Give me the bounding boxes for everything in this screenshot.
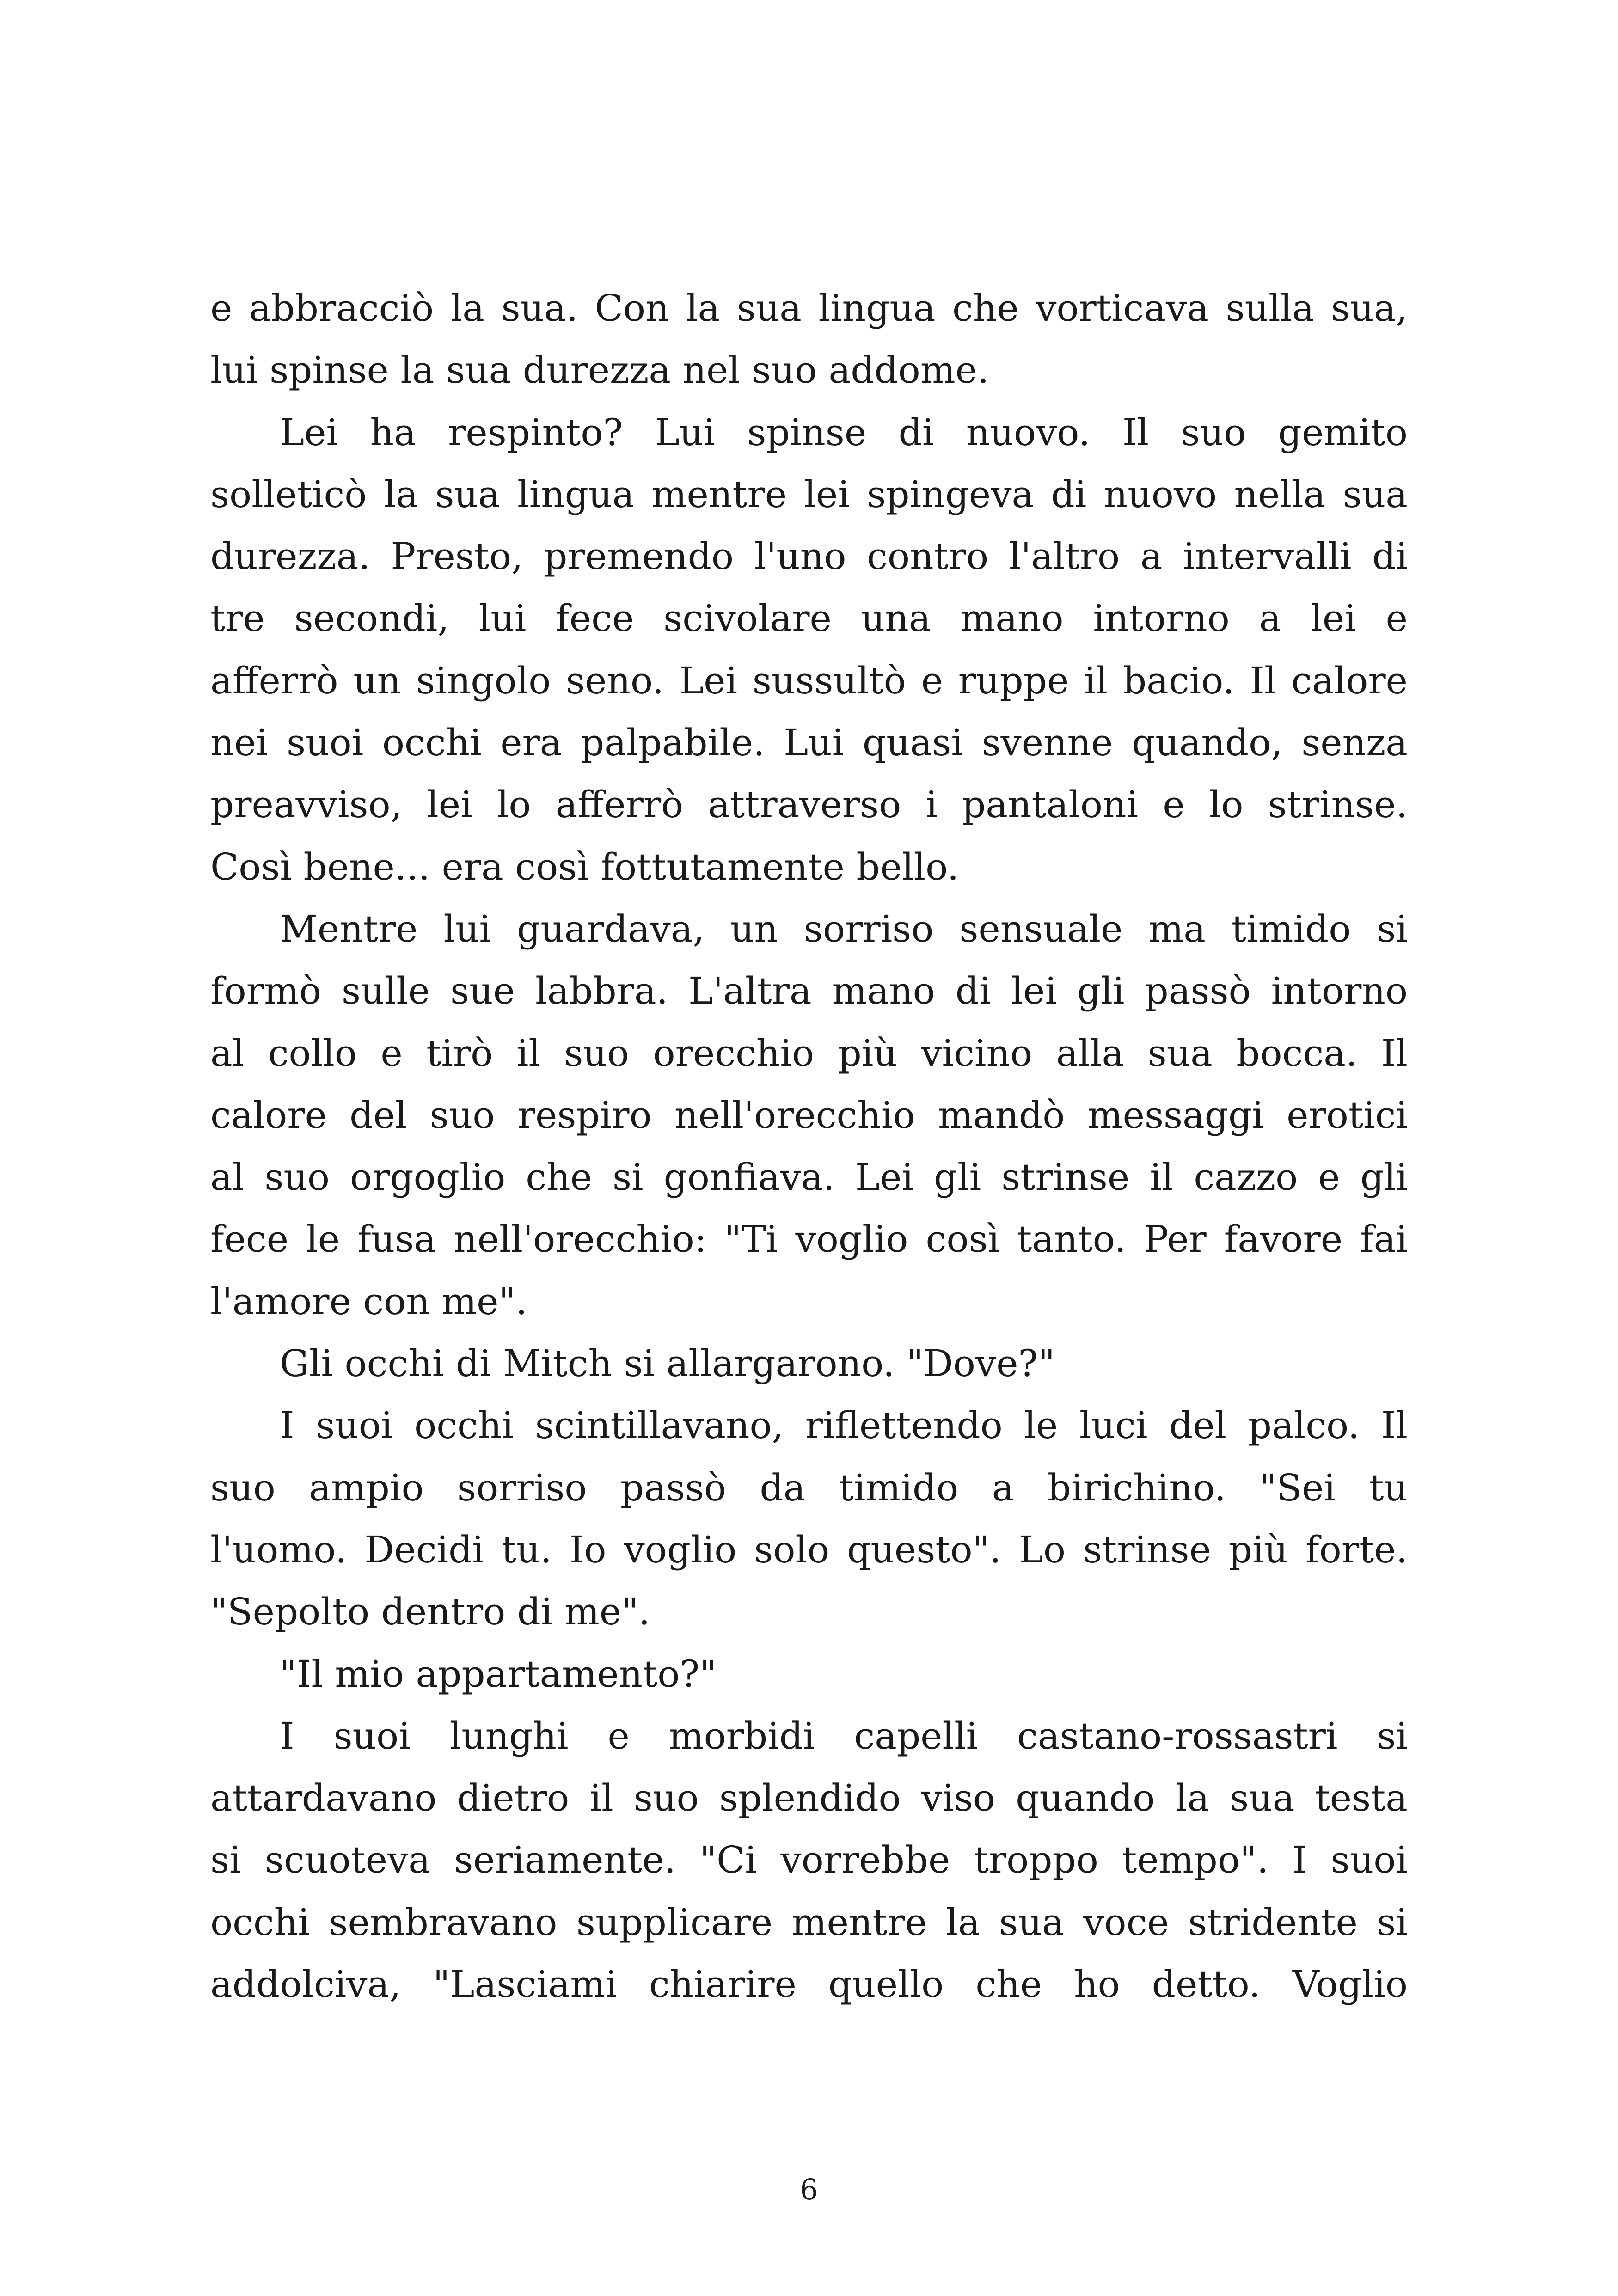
text-line: durezza. Presto, premendo l'uno contro l'altro a intervalli di	[210, 535, 1408, 578]
text-line: l'uomo. Decidi tu. Io voglio solo questo". Lo strinse più forte.	[210, 1528, 1408, 1571]
text-line: I suoi occhi scintillavano, riflettendo le luci del palco. Il	[280, 1404, 1408, 1447]
text-line: Così bene... era così fottutamente bello.	[210, 845, 959, 888]
text-line: Gli occhi di Mitch si allargarono. "Dove?"	[280, 1342, 1055, 1385]
text-line: "Sepolto dentro di me".	[210, 1590, 650, 1634]
text-line: l'amore con me".	[210, 1280, 527, 1323]
text-line: nei suoi occhi era palpabile. Lui quasi svenne quando, senza	[210, 721, 1408, 765]
text-line: tre secondi, lui fece scivolare una mano intorno a lei e	[210, 597, 1408, 640]
text-line: Lei ha respinto? Lui spinse di nuovo. Il suo gemito	[280, 410, 1408, 454]
text-line: Mentre lui guardava, un sorriso sensuale ma timido si	[280, 907, 1408, 950]
text-line: fece le fusa nell'orecchio: "Ti voglio così tanto. Per favore fai	[210, 1218, 1408, 1261]
text-line: I suoi lunghi e morbidi capelli castano-rossastri si	[280, 1714, 1408, 1757]
text-line: attardavano dietro il suo splendido viso quando la sua testa	[210, 1776, 1408, 1820]
text-line: al suo orgoglio che si gonfiava. Lei gli strinse il cazzo e gli	[210, 1156, 1408, 1199]
page-number: 6	[800, 2173, 818, 2206]
text-line: occhi sembravano supplicare mentre la sua voce stridente si	[210, 1900, 1408, 1944]
body-text	[210, 277, 1408, 2015]
text-line: solleticò la sua lingua mentre lei spingeva di nuovo nella sua	[210, 472, 1408, 516]
text-line: formò sulle sue labbra. L'altra mano di lei gli passò intorno	[210, 969, 1408, 1013]
text-line: suo ampio sorriso passò da timido a birichino. "Sei tu	[210, 1466, 1408, 1509]
text-line: e abbracciò la sua. Con la sua lingua che vorticava sulla sua,	[210, 287, 1408, 330]
text-line: calore del suo respiro nell'orecchio mandò messaggi erotici	[210, 1093, 1408, 1137]
text-line: lui spinse la sua durezza nel suo addome.	[210, 349, 989, 392]
text-line: addolciva, "Lasciami chiarire quello che ho detto. Voglio	[210, 1963, 1408, 2006]
text-line: "Il mio appartamento?"	[280, 1652, 717, 1696]
text-line: al collo e tirò il suo orecchio più vicino alla sua bocca. Il	[210, 1031, 1408, 1075]
text-line: afferrò un singolo seno. Lei sussultò e ruppe il bacio. Il calore	[210, 659, 1408, 702]
text-line: preavviso, lei lo afferrò attraverso i pantaloni e lo strinse.	[210, 783, 1408, 827]
text-line: si scuoteva seriamente. "Ci vorrebbe troppo tempo". I suoi	[210, 1838, 1408, 1882]
